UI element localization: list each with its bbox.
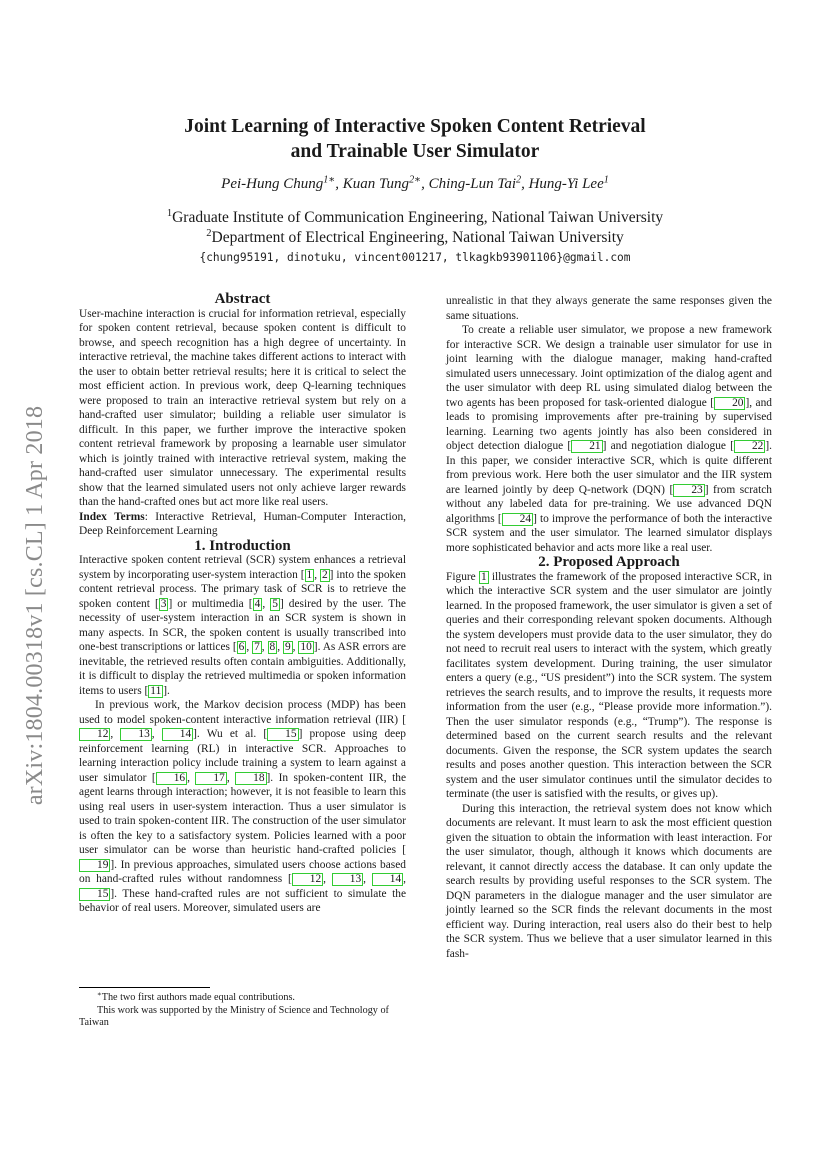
approach-paragraph-1 (446, 570, 772, 802)
footnotes (79, 987, 406, 1030)
text-run: ]. Wu et al. [ (193, 728, 268, 740)
citation-link[interactable]: 17 (195, 772, 226, 785)
text-run: , (187, 771, 196, 784)
text-run: , (323, 873, 332, 885)
citation-link[interactable]: 11 (150, 684, 162, 697)
text-run: ] from scratch without any labeled data for pre-training. We use advanced DQN algorithms [ (446, 483, 772, 525)
affiliation-sup: 2 (206, 228, 212, 240)
index-terms-label: Index Terms (79, 510, 145, 523)
citation-link[interactable]: 1 (306, 568, 313, 581)
text-run: , (226, 771, 236, 784)
text-run: ] into the spoken content retrieval process. The primary task of SCR is to retrieve the spoken content [ (79, 568, 406, 610)
author-sup: 1 (603, 174, 609, 186)
author-name: Ching-Lun Tai (428, 176, 516, 192)
author-name: Kuan Tung (342, 176, 410, 192)
author-list (90, 176, 740, 193)
text-run: Interactive spoken content retrieval (SCR) system enhances a retrieval system by incorporating user-system interaction [ (79, 554, 406, 581)
text-run: , (262, 597, 271, 610)
right-column (446, 294, 772, 961)
text-run: ]. In this paper, we consider interactive SCR, which is quite different from previous work. Here both the user simulator and the IIR system are learned jointly by deep Q-network (DQN) [ (446, 440, 772, 496)
affiliation-text: Graduate Institute of Communication Engineering, National Taiwan University (172, 209, 664, 226)
text-run: ], and leads to promising improvements after pre-training by supervised learning. Learning two agents jointly has also been considered in object detection dialogue [ (446, 396, 772, 452)
text-run: ]. (163, 684, 170, 697)
left-column (79, 292, 406, 916)
arxiv-side-stamp (14, 370, 58, 840)
citation-link[interactable]: 24 (502, 513, 533, 526)
text-run: , (277, 641, 283, 653)
citation-link[interactable]: 7 (254, 641, 260, 653)
arxiv-id-text: arXiv:1804.00318v1 [cs.CL] 1 Apr 2018 (22, 405, 49, 805)
text-run: , (292, 641, 299, 653)
citation-link[interactable]: 2 (321, 568, 328, 581)
intro-paragraph-2 (79, 698, 406, 916)
citation-link[interactable]: 10 (300, 641, 312, 653)
citation-link[interactable]: 12 (79, 728, 110, 741)
text-run: , (363, 873, 372, 885)
author-sep: , (421, 176, 429, 192)
text-run: ] and negotiation dialogue [ (602, 440, 734, 452)
footnote-marker: ∗ (97, 991, 102, 999)
affiliation-2 (90, 229, 740, 247)
citation-link[interactable]: 9 (284, 641, 291, 653)
abstract-text: User-machine interaction is crucial for information retrieval, especially for spoken content retrieval, because spoken content is difficult to browse, and speech recognition has a high degree of uncertainty. In interactive retrieval, the machine takes different actions to interact with the user to obtain better retrieval results; here it is critical to select the most efficient action. In previous work, deep Q-learning techniques were proposed to train an interactive retrieval system but rely on a hand-crafted user simulator; building a reliable user simulator is difficult. In this paper, we further improve the interactive spoken content retrieval framework by proposing a learnable user simulator which is jointly trained with interactive retrieval system, making the hand-crafted user simulator unnecessary. The experimental results show that the learned simulated users not only achieve larger rewards than the hand-crafted ones but act more like real users. (79, 307, 406, 508)
figure-link[interactable]: 1 (480, 570, 487, 583)
footnote-2: This work was supported by the Ministry of Science and Technology of Taiwan (79, 1004, 389, 1028)
author-sep: , (521, 176, 529, 192)
text-run: , (151, 728, 162, 740)
citation-link[interactable]: 20 (714, 397, 745, 410)
author-emails: {chung95191, dinotuku, vincent001217, tlkagkb93901106}@gmail.com (199, 251, 631, 264)
text-run: ] or multimedia [ (168, 597, 253, 610)
text-run: Figure (446, 570, 479, 583)
text-run: ] desired by the user. The necessity of user-system interaction in an SCR system is shown in many aspects. In SCR, the spoken content is usually transcribed into one-best transcriptions or lattices [ (79, 597, 406, 653)
citation-link[interactable]: 22 (734, 440, 765, 453)
index-terms (79, 510, 406, 539)
text-run: ] to improve the performance of both the interactive SCR system and the user simulator. The learned simulator displays more sophisticated behavior and acts more like a real user. (446, 512, 773, 554)
text-run: illustrates the framework of the proposed interactive SCR, in which the interactive SCR system and the user simulator are jointly learned. In the proposed framework, the user simulator is given a set of queries and their corresponding relevant spoken documents. Although the system developers must provide data to the user simulator, they do not need to recruit real users to interact with the system, which greatly facilitates system development. During training, the user simulator enters a query (e.g., “US president”) into the SCR system. The system retrieves the search results, and to improve the results, it requests more information from the user (e.g., “Please provide more information.”). Then the user simulator responds (e.g., “Trump”). The response is determined based on the current search results and the relevant documents. Given the response, the SCR system updates the search results and poses another question. This interaction between the SCR system and the user simulator continues until the simulator decides to terminate (the user is satisfied with the results, or gives up). (446, 570, 772, 800)
affiliation-text: Department of Electrical Engineering, National Taiwan University (211, 229, 624, 246)
affiliation-sup: 1 (166, 208, 173, 220)
citation-link[interactable]: 3 (160, 597, 167, 610)
citation-link[interactable]: 15 (267, 728, 298, 741)
citation-link[interactable]: 5 (272, 597, 278, 610)
title-line-1: Joint Learning of Interactive Spoken Content Retrieval (184, 116, 646, 137)
paper-title (90, 114, 740, 164)
text-run: ]. As ASR errors are inevitable, the retrieved results often contain ambiguities. Additionally, it is difficult to display the retrieved multimedia or spoken information items to users [ (79, 641, 406, 697)
author-sup: 2∗ (409, 174, 422, 186)
footnote-1 (79, 992, 406, 1005)
citation-link[interactable]: 16 (156, 772, 187, 785)
text-run: , (403, 873, 406, 885)
citation-link[interactable]: 23 (673, 484, 704, 497)
footnote-rule (79, 987, 210, 988)
text-run: , (314, 568, 320, 581)
text-run: , (246, 641, 253, 653)
citation-link[interactable]: 18 (235, 772, 266, 785)
author-sup: 2 (516, 174, 522, 186)
citation-link[interactable]: 19 (79, 859, 110, 872)
text-run: To create a reliable user simulator, we propose a new framework for interactive SCR. We design a trainable user simulator for use in joint learning with the dialogue manager, making hand-crafted simulated users unnecessary. Joint optimization of the dialog agent and the user simulator with deep RL using simulated dialog between the two agents has been proposed for task-oriented dialogue [ (446, 324, 772, 409)
approach-paragraph-2: During this interaction, the retrieval system does not know which documents are relevant. It must learn to ask the most efficient question given the situation to obtain the information with least interaction. For the user simulator, though, although it knows which documents are relevant, it cannot directly access the database. It can only update the search results by providing useful responses to the SCR system. The DQN parameters in the dialogue manager and the user simulator are jointly learned so the SCR finds the relevant documents in the most efficient way. During interaction, real users also do their best to help the SCR system. Thus we believe that a user simulator learned in this fash- (446, 802, 772, 960)
citation-link[interactable]: 14 (372, 873, 403, 886)
intro-paragraph-1 (79, 553, 406, 698)
author-sup: 1∗ (323, 174, 336, 186)
citation-link[interactable]: 13 (332, 873, 363, 886)
title-line-2: and Trainable User Simulator (290, 141, 540, 162)
text-run: In previous work, the Markov decision process (MDP) has been used to model spoken-content interactive information retrieval (IIR) [ (79, 699, 406, 726)
author-name: Hung-Yi Lee (528, 176, 604, 192)
citation-link[interactable]: 4 (254, 597, 261, 610)
citation-link[interactable]: 13 (120, 728, 151, 741)
text-run: ]. These hand-crafted rules are not sufficient to simulate the behavior of real users. Moreover, simulated users are (79, 887, 406, 914)
citation-link[interactable]: 15 (79, 888, 110, 901)
text-run: ]. In previous approaches, simulated users choose actions based on hand-crafted rules without randomness [ (79, 858, 406, 885)
affiliation-1 (90, 209, 740, 227)
intro-paragraph-3 (446, 323, 772, 555)
text-run: ]. In spoken-content IIR, the agent learns through interaction; however, it is not feasible to learn this using real users in user-system interaction. Thus a user simulator is used to train spoken-content IIR. The construction of the user simulator is often the key to a satisfactory system. Policies learned with a poor user simulator can be worse than heuristic hand-crafted policies [ (79, 771, 407, 856)
author-name: Pei-Hung Chung (221, 176, 324, 192)
index-terms-text: : Interactive Retrieval, Human-Computer Interaction, Deep Reinforcement Learning (79, 510, 406, 537)
text-run: , (261, 641, 268, 653)
citation-link[interactable]: 21 (571, 440, 602, 453)
proposed-approach-heading: 2. Proposed Approach (538, 554, 680, 570)
introduction-heading: 1. Introduction (194, 537, 291, 554)
abstract-heading: Abstract (214, 291, 271, 307)
text-run: , (110, 728, 121, 740)
citation-link[interactable]: 12 (292, 873, 323, 886)
author-sep: , (335, 176, 343, 192)
footnote-text: The two first authors made equal contributions. (101, 992, 295, 1003)
text-run: ] propose using deep reinforcement learning (RL) in interactive SCR. Approaches to learning interaction policy include training a system to learn against a user simulator [ (79, 728, 406, 784)
citation-link[interactable]: 14 (162, 728, 193, 741)
citation-link[interactable]: 8 (269, 641, 276, 653)
citation-link[interactable]: 6 (238, 641, 245, 653)
intro-paragraph-continued: unrealistic in that they always generate the same responses given the same situations. (446, 295, 772, 322)
